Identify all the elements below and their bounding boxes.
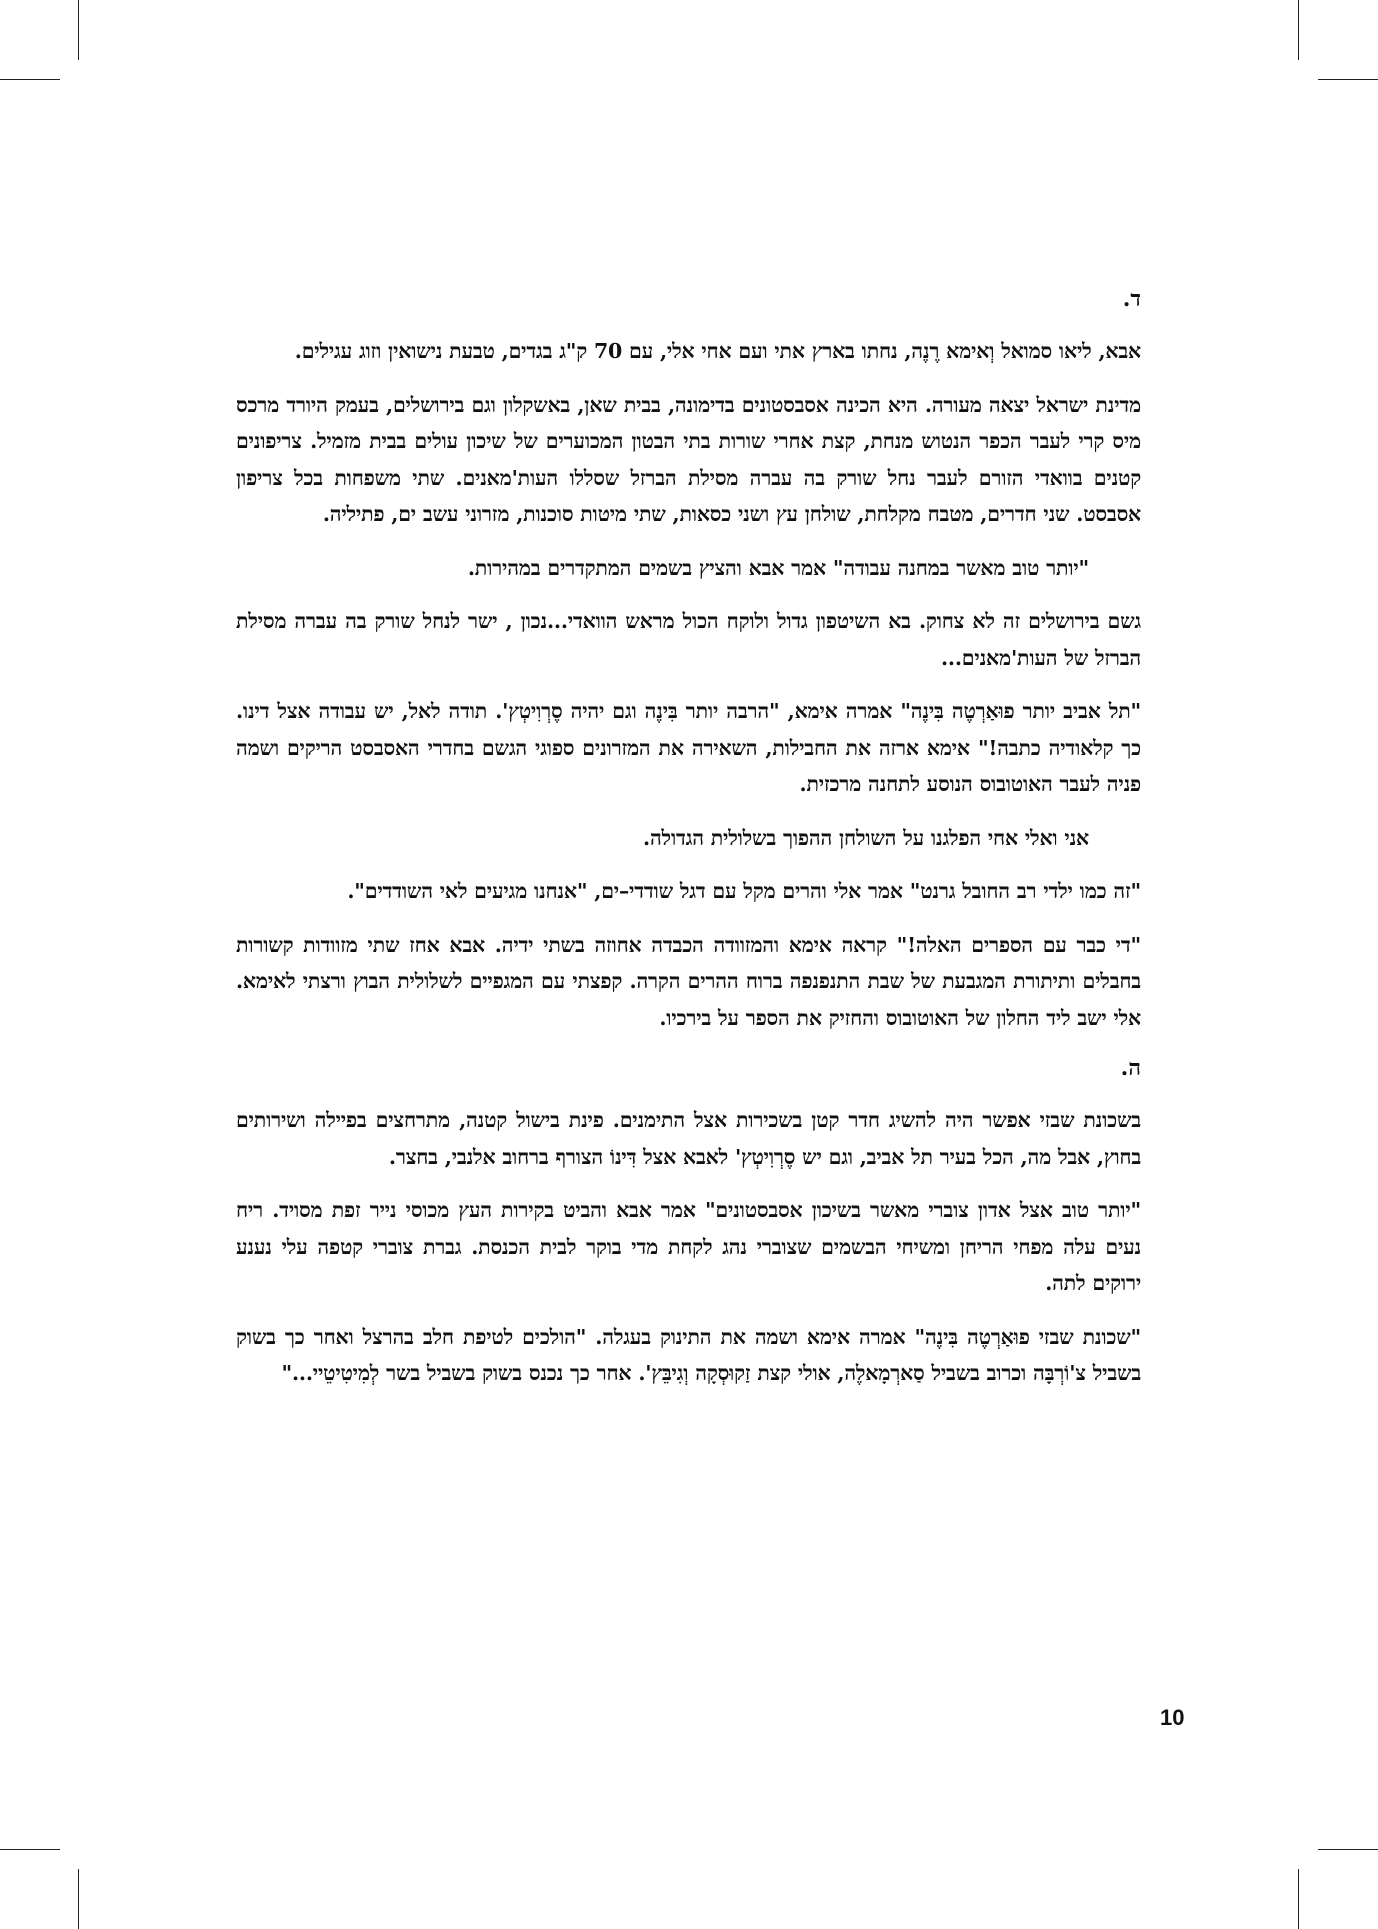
paragraph: "יותר טוב מאשר במחנה עבודה" אמר אבא והציץ בשמים המתקדרים במהירות. — [467, 555, 1089, 580]
crop-mark — [1318, 1849, 1378, 1850]
page-body — [236, 284, 1141, 1409]
paragraph: אני ואלי אחי הפלגנו על השולחן ההפוך בשלולית הגדולה. — [643, 825, 1089, 850]
paragraph: אבא, ליאו סמואל וְאימא רֶנֶה, נחתו בארץ אתי ועם אחי אלי, עם 70 ק"ג בגדים, טבעת נישואין וזוג עגילים. — [294, 339, 1141, 363]
paragraph: גשם בירושלים זה לא צחוק. בא השיטפון גדול ולוקח הכול מראש הוואדי...נכון , ישר לנחל שורק בה עברה מסילת הברזל של העות'מאנים... — [236, 609, 1141, 670]
crop-mark — [0, 79, 60, 80]
crop-mark — [0, 1849, 60, 1850]
paragraph: "שכונת שבזי פוּאַרְטֶה בִּינֶה" אמרה אימא ושמה את התינוק בעגלה. "הולכים לטיפת חלב בהרצל ואחר כך בשוק בשביל צ'וֹרְבָּה וכרוב בשביל סַארְמָאלֶה, אולי קצת זַקוּסְקָה וְגִיבֵּץ'. אחר כך נכנס בשוק בשביל בשר לְמִיטִיטֵיי..." — [236, 1324, 1141, 1385]
crop-mark — [1318, 79, 1378, 80]
paragraph: "זה כמו ילדי רב החובל גרנט" אמר אלי והרים מקל עם דגל שודדי–ים, "אנחנו מגיעים לאי השודדים". — [347, 879, 1141, 903]
paragraph: בשכונת שבזי אפשר היה להשיג חדר קטן בשכירות אצל התימנים. פינת בישול קטנה, מתרחצים בפיילה ושירותים בחוץ, אבל מה, הכל בעיר תל אביב, וגם יש סֶרְוִיטְץ' לאבא אצל דִּינוֹ הצורף ברחוב אלנבי, בחצר. — [236, 1108, 1141, 1169]
crop-mark — [78, 0, 79, 60]
paragraph: מדינת ישראל יצאה מעורה. היא הכינה אסבסטונים בדימונה, בבית שאן, באשקלון וגם בירושלים, בעמק היורד מרכס מיס קרי לעבר הכפר הנטוש מנחת, קצת אחרי שורות בתי הבטון המכוערים של שיכון עולים בבית מזמיל. צריפונים קטנים בוואדי הזורם לעבר נחל שורק בה עברה מסילת הברזל שסללו העות'מאנים. שתי משפחות בכל צריפון אסבסט. שני חדרים, מטבח מקלחת, שולחן עץ ושני כסאות, שתי מיטות סוכנות, מזרוני עשב ים, פתיליה. — [236, 392, 1141, 526]
section-heading: ה. — [1120, 1055, 1141, 1081]
paragraph: "יותר טוב אצל אדון צוברי מאשר בשיכון אסבסטונים" אמר אבא והביט בקירות העץ מכוסי נייר זפת מסויד. ריח נעים עלה מפחי הריחן ומשיחי הבשמים שצוברי נהג לקחת מדי בוקר לבית הכנסת. גברת צוברי קטפה עלי נענע ירוקים לתה. — [236, 1198, 1141, 1295]
crop-mark — [78, 1869, 79, 1929]
page-number: 10 — [1160, 1705, 1185, 1730]
paragraph: "די כבר עם הספרים האלה!" קראה אימא והמזוודה הכבדה אחוזה בשתי ידיה. אבא אחז שתי מזוודות קשורות בחבלים ותיתורת המגבעת של שבת התנפנפה ברוח ההרים הקרה. קפצתי עם המגפיים לשלולית הבוץ ורצתי לאימא. אלי ישב ליד החלון של האוטובוס והחזיק את הספר על בירכיו. — [236, 932, 1141, 1030]
paragraph: "תל אביב יותר פוּאַרְטֶה בִּינֶה" אמרה אימא, "הרבה יותר בִּינֶה וגם יהיה סֶרְוִיטְץ'. תודה לאל, יש עבודה אצל דינו. כך קלאודיה כתבה!" אימא ארזה את החבילות, השאירה את המזרונים ספוגי הגשם בחדרי האסבסט הריקים ושמה פניה לעבר האוטובוס הנוסע לתחנה מרכזית. — [236, 699, 1141, 796]
section-heading: ד. — [1122, 286, 1141, 312]
crop-mark — [1298, 1869, 1299, 1929]
crop-mark — [1298, 0, 1299, 60]
